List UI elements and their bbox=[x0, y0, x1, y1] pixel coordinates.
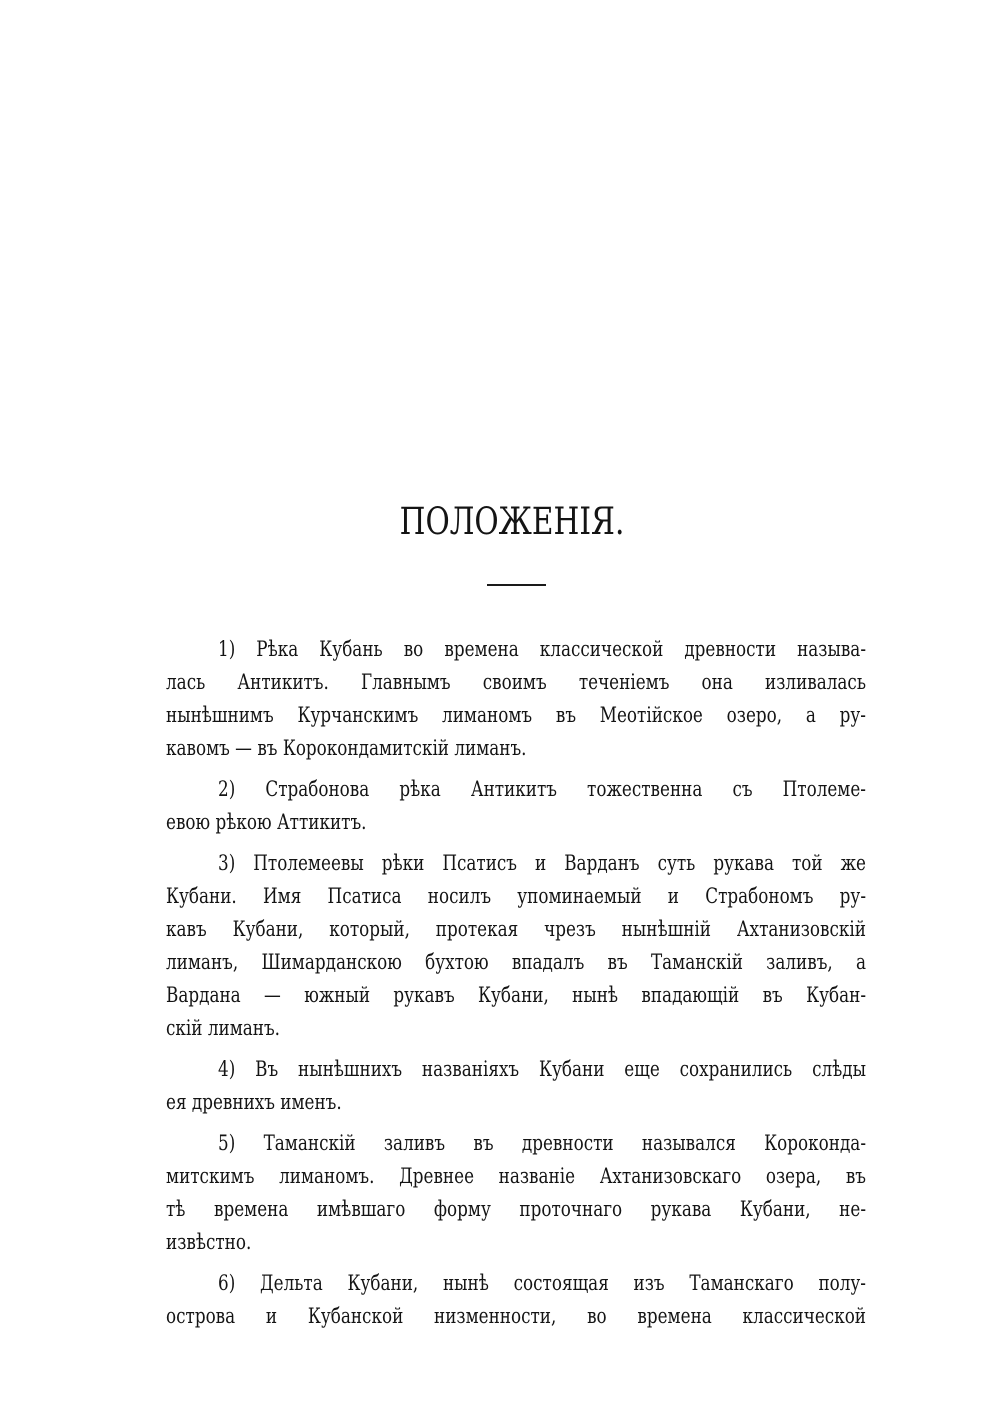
text-line: Кубани. Имя Псатиса носилъ упоминаемый и Страбономъ ру- bbox=[166, 884, 866, 908]
text-line: 6) Дельта Кубани, нынѣ состоящая изъ Таманскаго полу- bbox=[218, 1271, 866, 1295]
text-line: кавомъ — въ Корокондамитскій лиманъ. bbox=[166, 736, 527, 760]
thesis-3 bbox=[166, 847, 866, 1045]
text-line: острова и Кубанской низменности, во времена классической bbox=[166, 1304, 866, 1328]
thesis-1 bbox=[166, 633, 866, 765]
title-divider bbox=[487, 584, 546, 586]
text-line: лиманъ, Шимарданскою бухтою впадалъ въ Таманскій заливъ, а bbox=[166, 950, 866, 974]
text-line: извѣстно. bbox=[166, 1230, 252, 1254]
thesis-2 bbox=[166, 773, 866, 839]
text-line: 4) Въ нынѣшнихъ названіяхъ Кубани еще сохранились слѣды bbox=[218, 1057, 866, 1081]
text-line: лась Антикитъ. Главнымъ своимъ теченіемъ она изливалась bbox=[166, 670, 866, 694]
text-line: 2) Страбонова рѣка Антикитъ тожественна съ Птолеме- bbox=[218, 777, 866, 801]
text-line: митскимъ лиманомъ. Древнее названіе Ахтанизовскаго озера, въ bbox=[166, 1164, 866, 1188]
thesis-6 bbox=[166, 1267, 866, 1333]
thesis-5 bbox=[166, 1127, 866, 1259]
text-line: тѣ времена имѣвшаго форму проточнаго рукава Кубани, не- bbox=[166, 1197, 866, 1221]
text-line: нынѣшнимъ Курчанскимъ лиманомъ въ Меотійское озеро, а ру- bbox=[166, 703, 866, 727]
text-line: ея древнихъ именъ. bbox=[166, 1090, 342, 1114]
text-line: скій лиманъ. bbox=[166, 1016, 280, 1040]
text-line: 5) Таманскій заливъ въ древности назывался Корокондa- bbox=[218, 1131, 866, 1155]
theses-body bbox=[166, 633, 866, 1341]
thesis-4 bbox=[166, 1053, 866, 1119]
text-line: кавъ Кубани, который, протекая чрезъ нынѣшній Ахтанизовскій bbox=[166, 917, 866, 941]
text-line: 1) Рѣка Кубань во времена классической древности называ- bbox=[218, 637, 866, 661]
page-title: ПОЛОЖЕНІЯ. bbox=[399, 500, 625, 543]
text-line: Вардана — южный рукавъ Кубани, нынѣ впадающій въ Кубан- bbox=[166, 983, 866, 1007]
text-line: евою рѣкою Аттикитъ. bbox=[166, 810, 367, 834]
text-line: 3) Птолемеевы рѣки Псатисъ и Варданъ суть рукава той же bbox=[218, 851, 866, 875]
